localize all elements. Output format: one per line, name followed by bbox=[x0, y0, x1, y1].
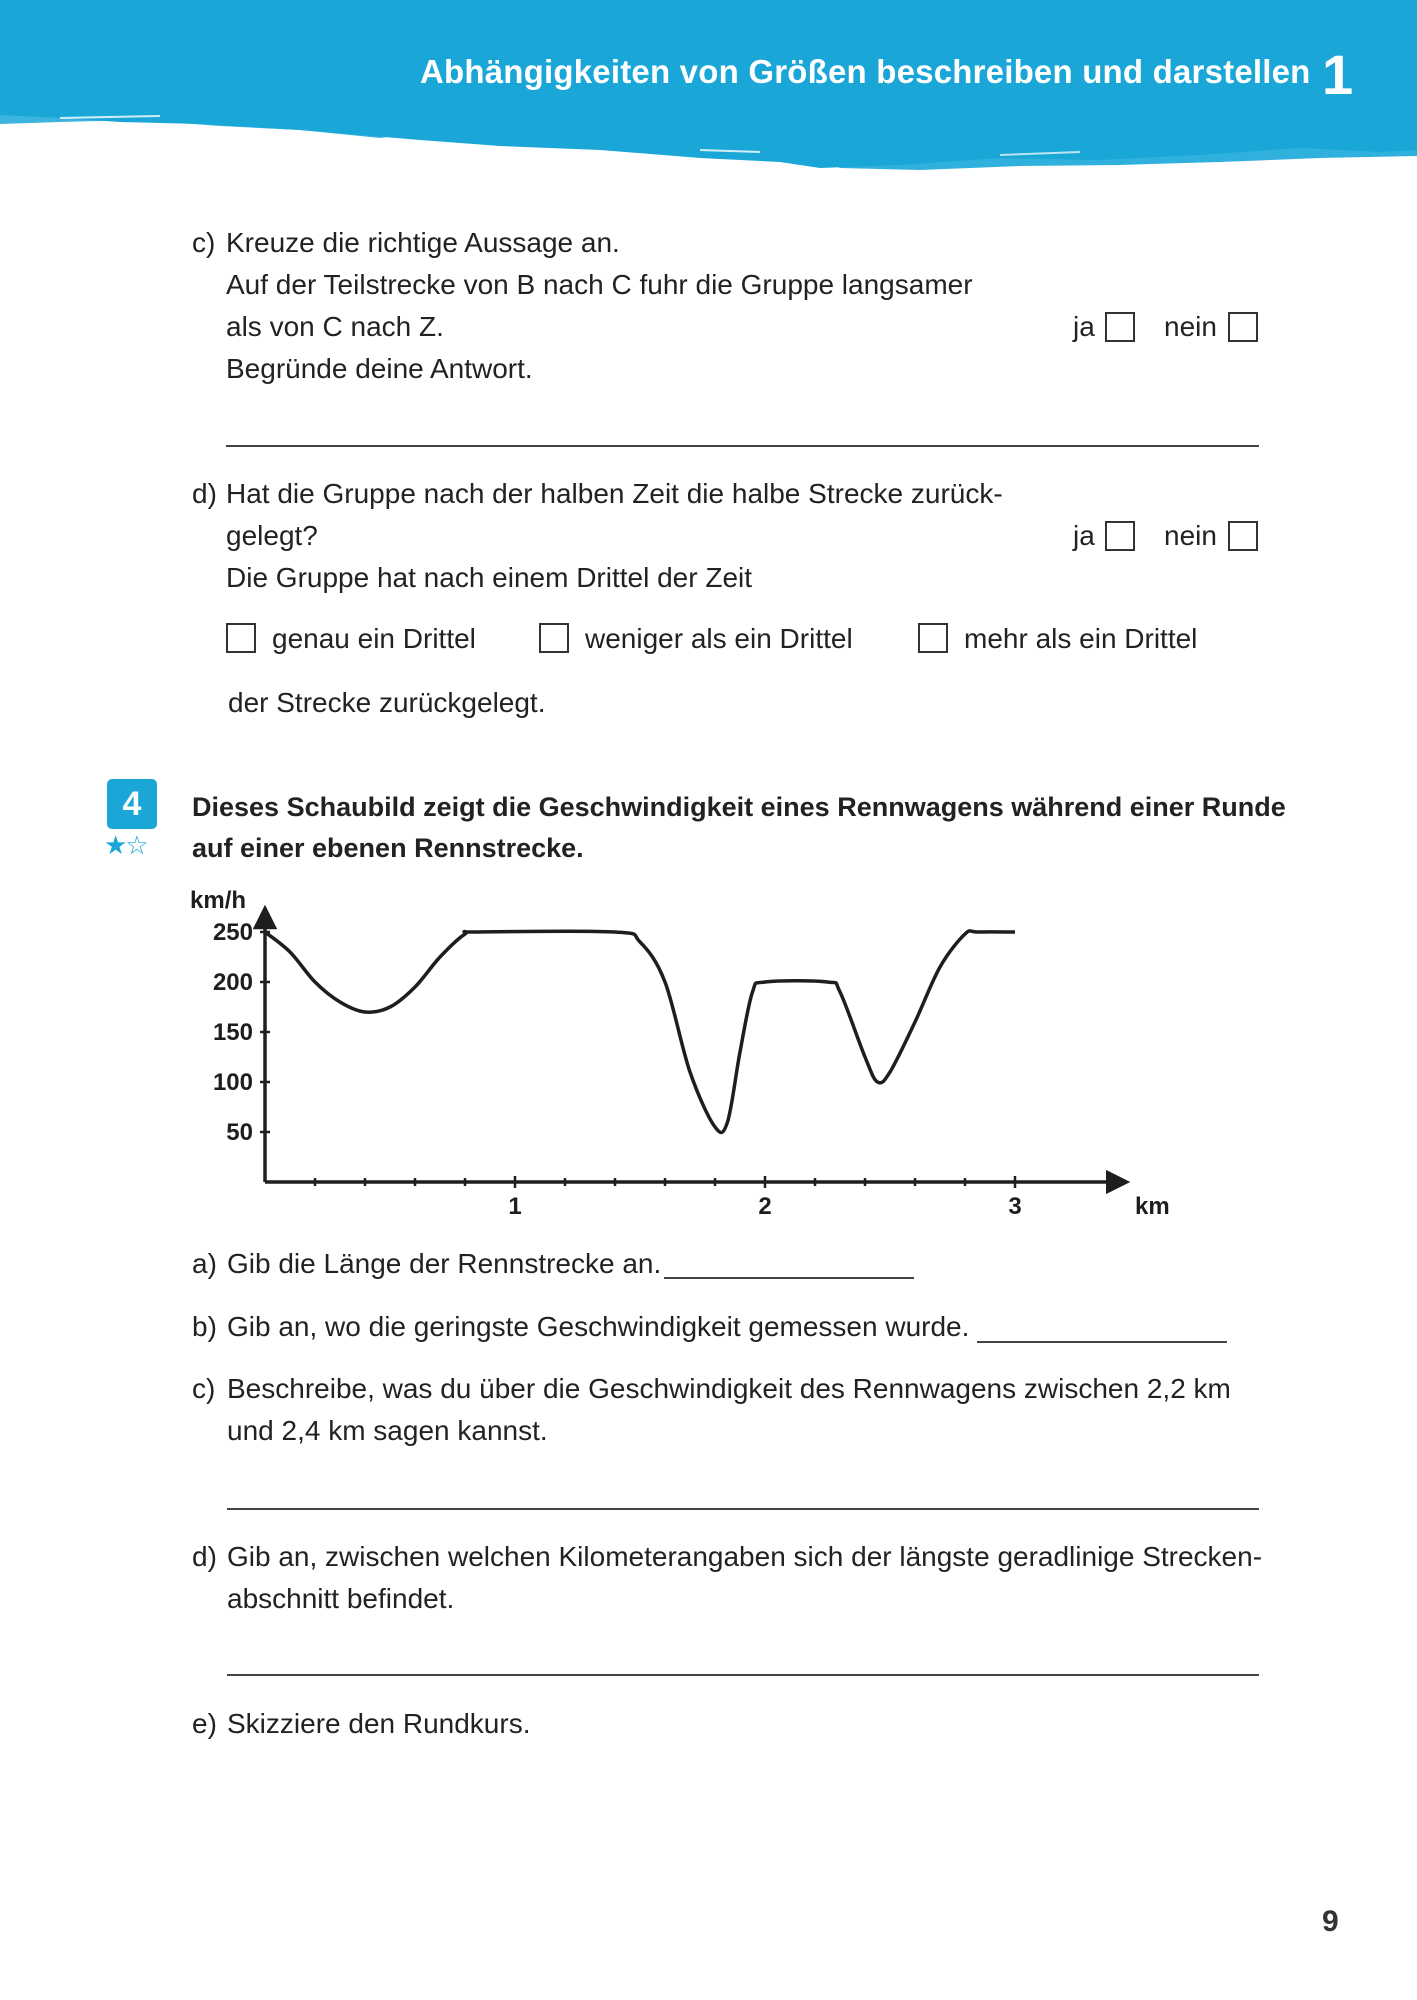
task4c-answer-line[interactable] bbox=[227, 1508, 1259, 1510]
task4a-answer-line[interactable] bbox=[664, 1277, 914, 1279]
task4d-label: d) bbox=[192, 1541, 217, 1572]
y-tick-label: 250 bbox=[212, 919, 253, 946]
chapter-number: 1 bbox=[1322, 43, 1354, 106]
y-axis-label: km/h bbox=[190, 887, 247, 914]
task3c-line3: als von C nach Z. bbox=[226, 311, 444, 342]
chapter-title: Abhängigkeiten von Größen beschreiben und darstellen bbox=[420, 53, 1311, 90]
task4e-text: Skizziere den Rundkurs. bbox=[227, 1708, 531, 1739]
option-exactly-third-label: genau ein Drittel bbox=[272, 623, 476, 654]
task4c-label: c) bbox=[192, 1373, 216, 1404]
x-axis-label: km bbox=[1135, 1193, 1170, 1220]
task4e-label: e) bbox=[192, 1708, 217, 1739]
option-exactly-third-checkbox[interactable] bbox=[226, 623, 256, 653]
task3c-yes-checkbox[interactable] bbox=[1105, 312, 1135, 342]
task4-intro-line2: auf einer ebenen Rennstrecke. bbox=[192, 833, 584, 863]
option-less-third-label: weniger als ein Drittel bbox=[585, 623, 853, 654]
task3d-label: d) bbox=[192, 478, 217, 509]
task4a-text: Gib die Länge der Rennstrecke an. bbox=[227, 1248, 662, 1279]
option-more-third-label: mehr als ein Drittel bbox=[964, 623, 1198, 654]
task3c-answer-line[interactable] bbox=[226, 445, 1259, 447]
task4a-label: a) bbox=[192, 1248, 217, 1279]
task3c-no-checkbox[interactable] bbox=[1228, 312, 1258, 342]
task3c-line4: Begründe deine Antwort. bbox=[226, 353, 533, 384]
task4b-text: Gib an, wo die geringste Geschwindigkeit gemessen wurde. bbox=[227, 1311, 970, 1342]
task3d-line2: gelegt? bbox=[226, 520, 318, 551]
task3d-yes-label: ja bbox=[1073, 520, 1095, 551]
y-tick-label: 150 bbox=[212, 1019, 253, 1046]
x-tick-label: 3 bbox=[1008, 1193, 1022, 1220]
task4b-answer-line[interactable] bbox=[977, 1341, 1227, 1343]
header-banner bbox=[0, 0, 1417, 175]
task3d-yes-checkbox[interactable] bbox=[1105, 521, 1135, 551]
x-tick-label: 2 bbox=[758, 1193, 772, 1220]
task3d-line3: Die Gruppe hat nach einem Drittel der Zeit bbox=[226, 562, 753, 593]
task3d-no-label: nein bbox=[1164, 520, 1217, 551]
option-more-third-checkbox[interactable] bbox=[918, 623, 948, 653]
y-tick-label: 100 bbox=[212, 1069, 253, 1096]
speed-chart bbox=[175, 880, 1170, 1230]
y-tick-label: 50 bbox=[226, 1119, 253, 1146]
task3c-line2: Auf der Teilstrecke von B nach C fuhr die Gruppe langsamer bbox=[226, 269, 973, 300]
task4c-line2: und 2,4 km sagen kannst. bbox=[227, 1415, 548, 1446]
task4d-line1: Gib an, zwischen welchen Kilometerangaben sich der längste geradlinige Strecken- bbox=[227, 1541, 1263, 1572]
task3d-no-checkbox[interactable] bbox=[1228, 521, 1258, 551]
task4c-line1: Beschreibe, was du über die Geschwindigkeit des Rennwagens zwischen 2,2 km bbox=[227, 1373, 1231, 1404]
page-number: 9 bbox=[1322, 1905, 1339, 1938]
task3c-line1: Kreuze die richtige Aussage an. bbox=[226, 227, 620, 258]
task3c-label: c) bbox=[192, 227, 216, 258]
task4-intro-line1: Dieses Schaubild zeigt die Geschwindigkeit eines Rennwagens während einer Runde bbox=[192, 792, 1286, 822]
task-number-badge: 4 bbox=[107, 779, 157, 829]
task3d-line1: Hat die Gruppe nach der halben Zeit die halbe Strecke zurück- bbox=[226, 478, 1003, 509]
difficulty-stars-icon: ★☆ bbox=[104, 830, 147, 860]
task4b-label: b) bbox=[192, 1311, 217, 1342]
task4d-line2: abschnitt befindet. bbox=[227, 1583, 455, 1614]
speed-series-line bbox=[265, 931, 1015, 1133]
task3c-no-label: nein bbox=[1164, 311, 1217, 342]
task3d-line4: der Strecke zurückgelegt. bbox=[228, 687, 546, 718]
y-tick-label: 200 bbox=[212, 969, 253, 996]
x-tick-label: 1 bbox=[508, 1193, 522, 1220]
task3c-yes-label: ja bbox=[1073, 311, 1095, 342]
option-less-third-checkbox[interactable] bbox=[539, 623, 569, 653]
task4d-answer-line[interactable] bbox=[227, 1674, 1259, 1676]
